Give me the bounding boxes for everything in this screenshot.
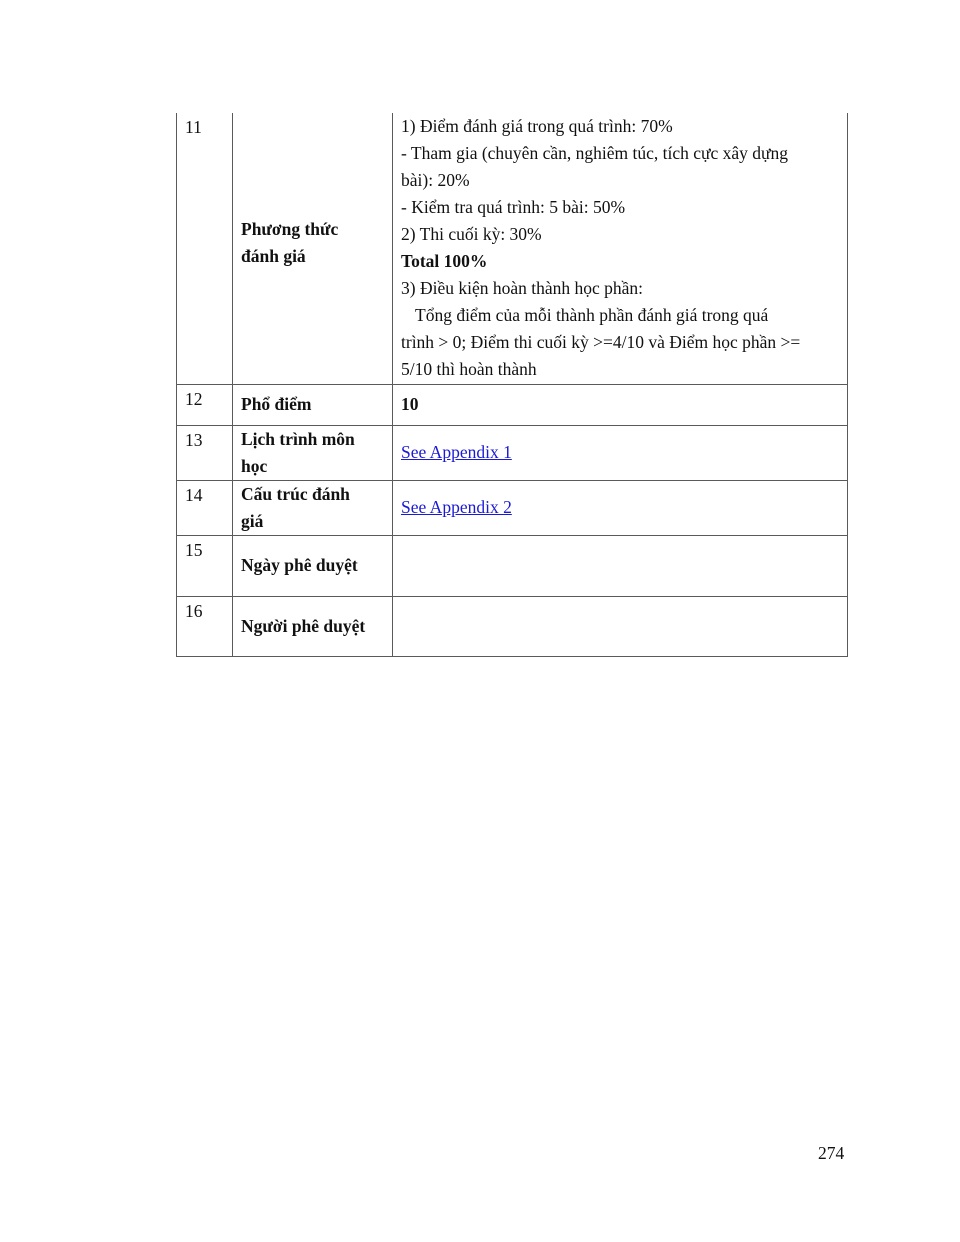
page-number: 274 [818,1143,845,1163]
row-label [233,425,393,480]
row-label: Ngày phê duyệt [233,535,393,596]
appendix-2-link[interactable]: See Appendix 2 [401,497,512,517]
content-line: 1) Điểm đánh giá trong quá trình: 70% [401,116,673,137]
row-number: 12 [177,384,233,425]
row-content [393,596,848,656]
row-label [233,113,393,384]
row-number: 16 [177,596,233,656]
row-content [393,535,848,596]
row-content [393,425,848,480]
row-number: 14 [177,480,233,535]
assessment-method-content [393,113,848,384]
row-label: Người phê duyệt [233,596,393,656]
row-number: 15 [177,535,233,596]
table-row [177,480,848,535]
row-label [233,480,393,535]
content-line: - Kiểm tra quá trình: 5 bài: 50% [401,197,626,218]
label-line: giá [241,510,264,531]
content-line: 5/10 thì hoàn thành [401,359,537,380]
content-line: trình > 0; Điểm thi cuối kỳ >=4/10 và Điểm học phần >= [401,332,801,353]
content-line: 2) Thi cuối kỳ: 30% [401,224,542,245]
table-row [177,384,848,425]
table-row [177,113,848,384]
row-content: 10 [393,384,848,425]
content-line: - Tham gia (chuyên cần, nghiêm túc, tích cực xây dựng [401,143,788,164]
label-line: học [241,455,268,476]
appendix-1-link[interactable]: See Appendix 1 [401,442,512,462]
content-line: Tổng điểm của mỗi thành phần đánh giá trong quá [415,305,769,326]
row-label: Phổ điểm [233,384,393,425]
table-row [177,596,848,656]
content-line: 3) Điều kiện hoàn thành học phần: [401,278,644,299]
row-number: 11 [177,113,233,384]
course-spec-table [176,113,848,657]
content-line: bài): 20% [401,170,470,191]
table-row [177,425,848,480]
row-content [393,480,848,535]
label-line: đánh giá [241,246,306,267]
label-line: Phương thức [241,219,339,240]
label-line: Cấu trúc đánh [241,483,350,504]
row-number: 13 [177,425,233,480]
label-line: Lịch trình môn [241,428,355,449]
total-line: Total 100% [401,251,488,272]
table-row [177,535,848,596]
